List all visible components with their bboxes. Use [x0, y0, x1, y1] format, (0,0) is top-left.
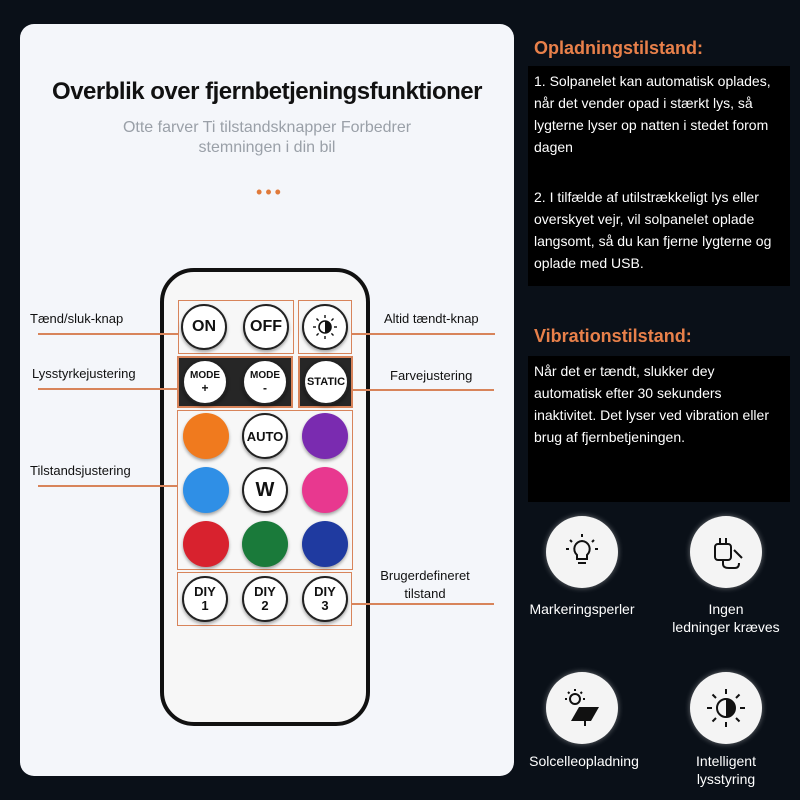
blue-color-button[interactable]: [183, 467, 229, 513]
charging-paragraph-2: 2. I tilfælde af utilstrækkeligt lys eller overskyet vejr, vil solpanelet oplade langsomt, så du kan fjerne lygterne og oplade med USB.: [534, 189, 772, 271]
white-button[interactable]: W: [242, 467, 288, 513]
feature-label-solar: Solcelleopladning: [529, 753, 639, 769]
red-color-button[interactable]: [183, 521, 229, 567]
vibration-text-box: [528, 356, 790, 502]
on-button[interactable]: ON: [181, 304, 227, 350]
vibration-paragraph: Når det er tændt, slukker dey automatisk efter 30 sekunders inaktivitet. Det lyser ved vibration eller brug af fjernbetjeningen.: [534, 363, 769, 445]
static-button[interactable]: STATIC: [303, 359, 349, 405]
page-title: Overblik over fjernbetjeningsfunktioner: [52, 78, 482, 105]
navy-color-button[interactable]: [302, 521, 348, 567]
feature-label-smart-light: Intelligent lysstyring: [696, 753, 756, 787]
mode-label: Tilstandsjustering: [30, 463, 131, 478]
orange-color-button[interactable]: [183, 413, 229, 459]
purple-color-button[interactable]: [302, 413, 348, 459]
diy1-button[interactable]: DIY 1: [182, 576, 228, 622]
sun-half-icon: [690, 672, 762, 744]
mode-minus-button[interactable]: MODE -: [242, 359, 288, 405]
light-bulb-icon: [546, 516, 618, 588]
always-on-label: Altid tændt-knap: [384, 311, 479, 326]
always-on-connector: [352, 333, 495, 335]
power-label: Tænd/sluk-knap: [30, 311, 124, 326]
brightness-connector: [38, 388, 177, 390]
pink-color-button[interactable]: [302, 467, 348, 513]
solar-panel-icon: [546, 672, 618, 744]
mode-connector: [38, 485, 177, 487]
plug-icon: [690, 516, 762, 588]
vibration-heading: Vibrationstilstand:: [534, 326, 692, 346]
page-subtitle: Otte farver Ti tilstandsknapper Forbedrer stemningen i din bil: [122, 119, 412, 156]
custom-connector: [352, 603, 494, 605]
feature-label-beads: Markeringsperler: [529, 601, 635, 617]
off-button[interactable]: OFF: [243, 304, 289, 350]
color-connector: [353, 389, 494, 391]
green-color-button[interactable]: [242, 521, 288, 567]
half-sun-icon: [312, 314, 338, 340]
decorative-dots: •••: [256, 182, 284, 202]
auto-button[interactable]: AUTO: [242, 413, 288, 459]
brightness-label: Lysstyrkejustering: [32, 366, 136, 381]
diy2-button[interactable]: DIY 2: [242, 576, 288, 622]
charging-paragraph-1: 1. Solpanelet kan automatisk oplades, når det vender opad i stærkt lys, så lygterne lyser op natten i stedet forom dagen: [534, 73, 771, 155]
always-on-button[interactable]: [302, 304, 348, 350]
charging-text-box: [528, 66, 790, 286]
feature-label-no-wires: Ingen ledninger kræves: [672, 601, 780, 635]
diy3-button[interactable]: DIY 3: [302, 576, 348, 622]
custom-label: Brugerdefineret tilstand: [380, 568, 470, 601]
mode-plus-button[interactable]: MODE +: [182, 359, 228, 405]
power-connector: [38, 333, 178, 335]
charging-heading: Opladningstilstand:: [534, 38, 703, 58]
color-label: Farvejustering: [390, 368, 473, 383]
